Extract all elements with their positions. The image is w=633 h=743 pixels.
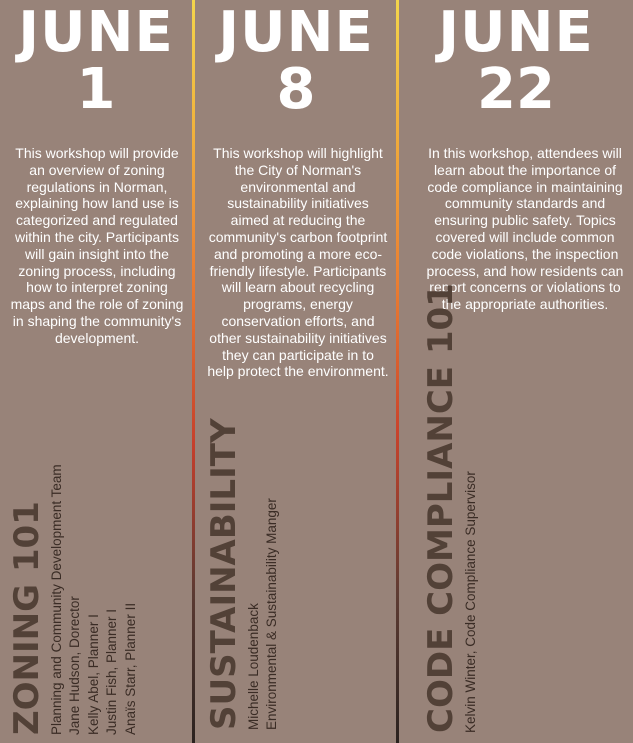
workshop-day: 1 [76, 57, 116, 122]
workshop-day: 22 [477, 57, 555, 122]
speaker-line: Planning and Community Development Team [49, 464, 64, 735]
workshop-title: SUSTAINABILITY [204, 418, 244, 730]
workshop-description: This workshop will provide an overview of zoning regulations in Norman, explaining how land use is categorized and regulated within the city. Participants will gain insight into the zoning process, including how to interpret zoning maps and the role of zoning in shaping the community's development. [10, 145, 184, 346]
workshop-column-code-compliance [399, 0, 633, 743]
speaker-list [48, 415, 140, 735]
workshop-day: 8 [276, 57, 316, 122]
speaker-list [462, 413, 480, 733]
workshop-column-sustainability [195, 0, 397, 743]
speaker-line: Kelvin Winter, Code Compliance Supervisor [463, 471, 478, 733]
speaker-line: Jane Hudson, Dorector [67, 596, 83, 735]
workshop-month: JUNE [18, 0, 174, 65]
workshop-description: In this workshop, attendees will learn about the importance of code compliance in maintaining community standards and ensuring public safety. Topics covered will include common code violations, the inspection process, and how residents can report concerns or violations to the appropriate authorities. [426, 145, 624, 313]
speaker-list [245, 430, 282, 730]
workshop-title: ZONING 101 [7, 501, 47, 735]
workshop-description: This workshop will highlight the City of Norman's environmental and sustainability initiatives aimed at reducing the community's carbon footprint and promoting a more eco-friendly lifestyle. Participants will learn about recycling programs, energy conservation efforts, and other sustainability initiatives they can participate in to help protect the environment. [207, 145, 389, 380]
workshop-title: CODE COMPLIANCE 101 [421, 283, 461, 733]
speaker-line: Justin Fish, Planner I [104, 608, 120, 735]
speaker-line: Environmental & Sustainability Manger [264, 498, 280, 730]
workshop-vertical-block [8, 415, 140, 735]
speaker-line: Michelle Loudenback [246, 603, 261, 730]
workshop-vertical-block [421, 283, 480, 733]
workshop-vertical-block [204, 418, 282, 730]
workshop-month: JUNE [438, 0, 594, 65]
speaker-line: Kelly Abel, Planner I [85, 614, 101, 735]
workshop-column-zoning [0, 0, 192, 743]
speaker-line: Anaïs Starr, Planner II [122, 602, 138, 735]
workshop-month: JUNE [218, 0, 374, 65]
